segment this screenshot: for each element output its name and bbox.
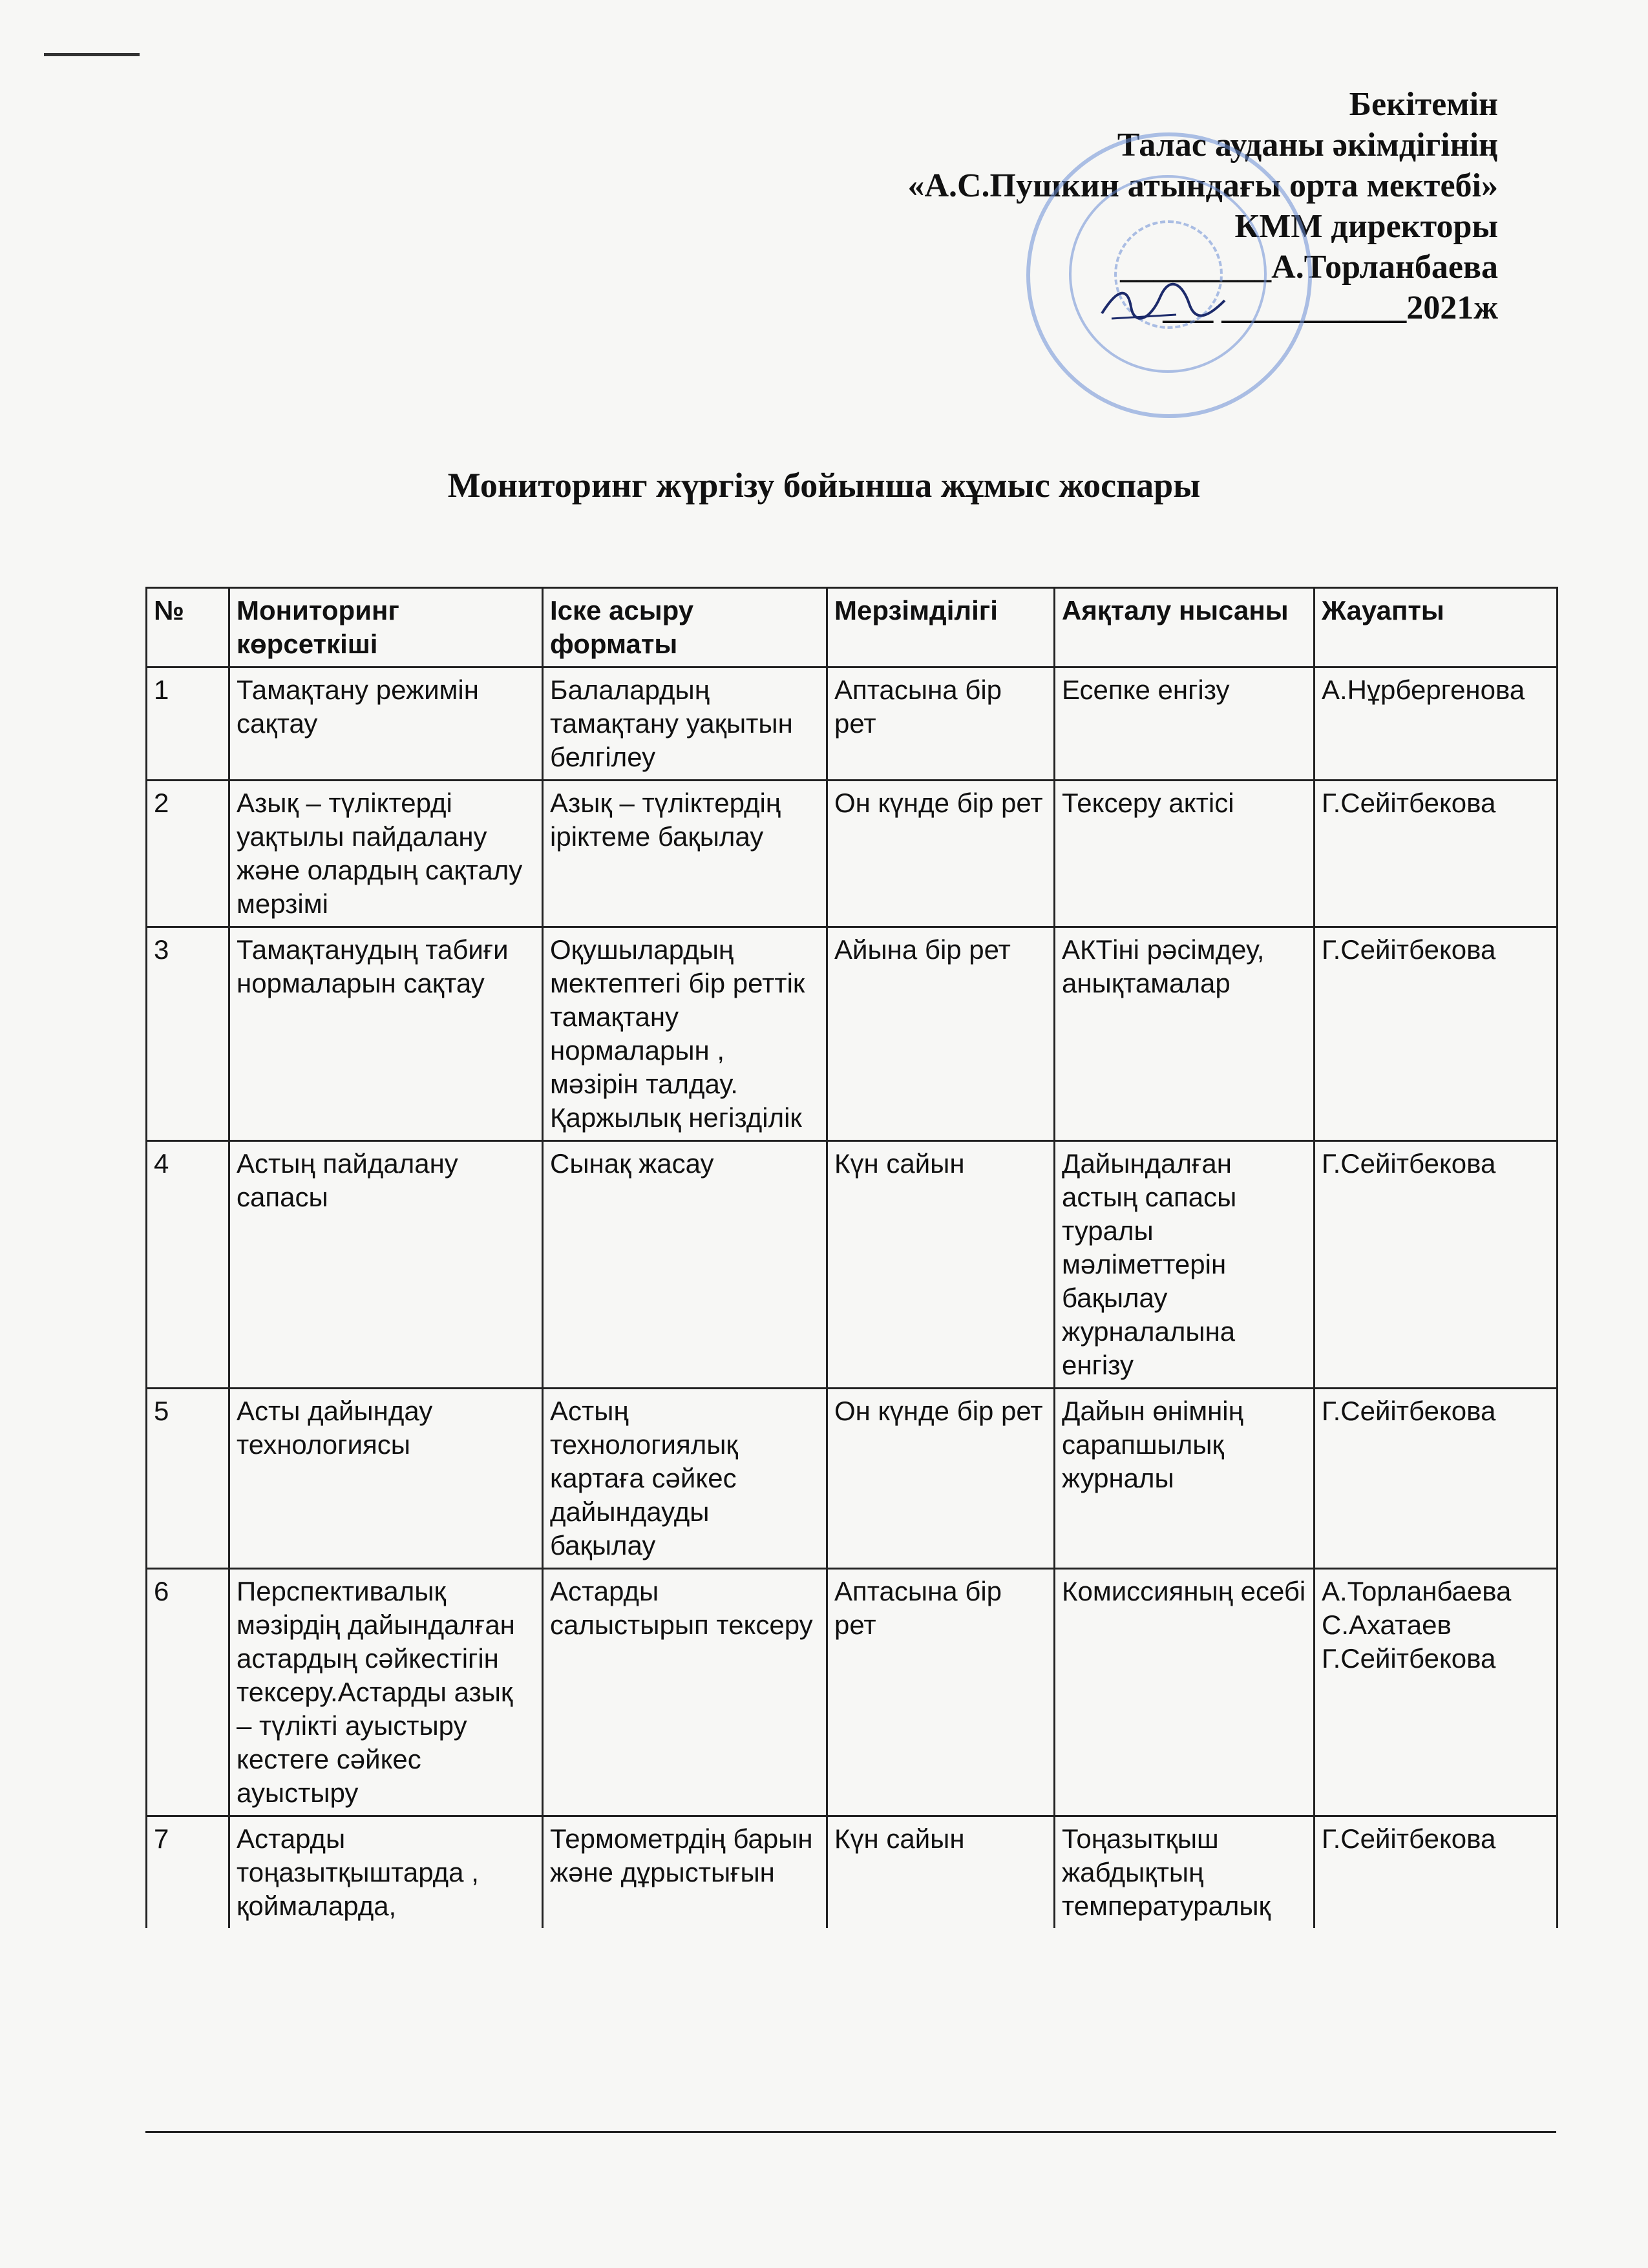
cell-format: Сынақ жасау: [543, 1141, 827, 1389]
approval-line-1: Бекітемін: [1349, 86, 1498, 123]
table-row: [147, 1816, 1558, 1929]
cell-frequency: Аптасына бір рет: [827, 1569, 1055, 1816]
cell-frequency: Күн сайын: [827, 1816, 1055, 1929]
cell-completion-form: Комиссияның есебі: [1055, 1569, 1315, 1816]
director-signature: [1099, 281, 1228, 326]
approval-line-5: _________А.Торланбаева: [1120, 249, 1498, 286]
cell-completion-form: Дайын өнімнің сарапшылық журналы: [1055, 1389, 1315, 1569]
cell-completion-form: Есепке енгізу: [1055, 667, 1315, 781]
approval-line-2: Талас ауданы әкімдігінің: [1117, 127, 1498, 163]
cell-indicator: Тамақтанудың табиғи нормаларын сақтау: [229, 927, 543, 1141]
cell-indicator: Азық – түліктерді уақтылы пайдалану және олардың сақталу мерзімі: [229, 781, 543, 927]
table-row: [147, 1569, 1558, 1816]
cell-indicator: Тамақтану режимін сақтау: [229, 667, 543, 781]
cell-responsible: Г.Сейітбекова: [1315, 927, 1558, 1141]
cell-number: 6: [147, 1569, 229, 1816]
cell-number: 5: [147, 1389, 229, 1569]
cell-responsible: А.Нұрбергенова: [1315, 667, 1558, 781]
cell-completion-form: АКТіні рәсімдеу, анықтамалар: [1055, 927, 1315, 1141]
document-title: Мониторинг жүргізу бойынша жұмыс жоспары: [447, 466, 1201, 505]
cell-responsible: Г.Сейітбекова: [1315, 1816, 1558, 1929]
cell-completion-form: Дайындалған астың сапасы туралы мәліметтерін бақылау журналалына енгізу: [1055, 1141, 1315, 1389]
cell-number: 1: [147, 667, 229, 781]
cell-indicator: Астарды тоңазытқыштарда , қоймаларда,: [229, 1816, 543, 1929]
cell-frequency: Он күнде бір рет: [827, 1389, 1055, 1569]
cell-responsible: Г.Сейітбекова: [1315, 781, 1558, 927]
header-indicator: Мониторинг көрсеткіші: [229, 588, 543, 667]
table-row: [147, 667, 1558, 781]
cell-format: Балалардың тамақтану уақытын белгілеу: [543, 667, 827, 781]
approval-line-4: КММ директоры: [1234, 208, 1498, 245]
cell-frequency: Он күнде бір рет: [827, 781, 1055, 927]
cell-frequency: Айына бір рет: [827, 927, 1055, 1141]
cell-frequency: Аптасына бір рет: [827, 667, 1055, 781]
cell-format: Астарды салыстырып тексеру: [543, 1569, 827, 1816]
table-row: [147, 927, 1558, 1141]
approval-line-6: ___ ___________2021ж: [1163, 289, 1498, 326]
scan-mark-line: [44, 53, 140, 56]
cell-number: 3: [147, 927, 229, 1141]
cell-indicator: Перспективалық мәзірдің дайындалған астардың сәйкестігін тексеру.Астарды азық – түлікті ауыстыру кестеге сәйкес ауыстыру: [229, 1569, 543, 1816]
cell-frequency: Күн сайын: [827, 1141, 1055, 1389]
cell-format: Термометрдің барын және дұрыстығын: [543, 1816, 827, 1929]
cell-indicator: Астың пайдалану сапасы: [229, 1141, 543, 1389]
page-bottom-rule: [145, 2131, 1556, 2133]
cell-format: Оқушылардың мектептегі бір реттік тамақтану нормаларын , мәзірін талдау. Қаржылық негізділік: [543, 927, 827, 1141]
cell-responsible: Г.Сейітбекова: [1315, 1141, 1558, 1389]
cell-indicator: Асты дайындау технологиясы: [229, 1389, 543, 1569]
cell-responsible: А.Торланбаева С.Ахатаев Г.Сейітбекова: [1315, 1569, 1558, 1816]
table-row: [147, 1389, 1558, 1569]
header-responsible: Жауапты: [1315, 588, 1558, 667]
approval-line-3: «А.С.Пушкин атындағы орта мектебі»: [907, 167, 1498, 204]
header-completion-form: Аяқталу нысаны: [1055, 588, 1315, 667]
cell-number: 4: [147, 1141, 229, 1389]
cell-number: 2: [147, 781, 229, 927]
table-row: [147, 1141, 1558, 1389]
official-stamp: [1026, 132, 1312, 418]
header-format: Іске асыру форматы: [543, 588, 827, 667]
cell-format: Астың технологиялық картаға сәйкес дайындауды бақылау: [543, 1389, 827, 1569]
table-row: [147, 781, 1558, 927]
table-header-row: [147, 588, 1558, 667]
cell-number: 7: [147, 1816, 229, 1929]
cell-completion-form: Тексеру актісі: [1055, 781, 1315, 927]
cell-format: Азық – түліктердің іріктеме бақылау: [543, 781, 827, 927]
cell-responsible: Г.Сейітбекова: [1315, 1389, 1558, 1569]
header-number: №: [147, 588, 229, 667]
cell-completion-form: Тоңазытқыш жабдықтың температуралық: [1055, 1816, 1315, 1929]
monitoring-plan-table: [145, 587, 1558, 1928]
header-frequency: Мерзімділігі: [827, 588, 1055, 667]
